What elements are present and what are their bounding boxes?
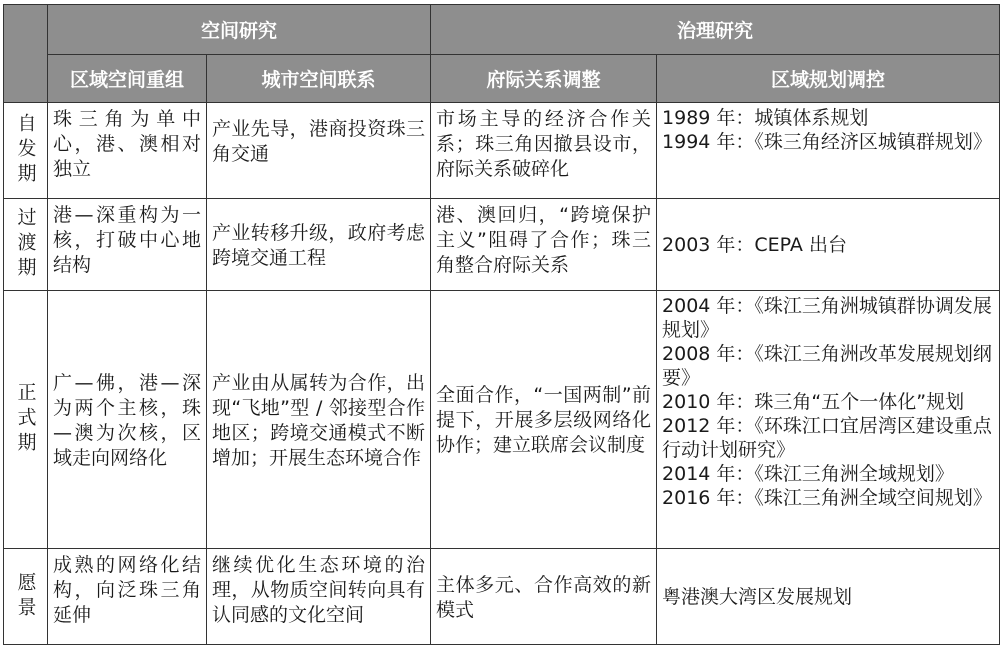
table-row — [4, 199, 1000, 291]
plan-entry: 2016 年：《珠江三角洲全域空间规划》 — [662, 487, 992, 509]
cell-intergovernmental-relations: 港、澳回归，“跨境保护主义”阻碍了合作；珠三角整合府际关系 — [431, 199, 657, 291]
table-row — [4, 103, 1000, 199]
group-header-governance: 治理研究 — [431, 5, 1000, 55]
plan-entry: 1989 年：城镇体系规划 — [662, 107, 869, 129]
plan-entry: 粤港澳大湾区发展规划 — [662, 586, 853, 608]
plan-entry: 2004 年：《珠江三角洲城镇群协调发展规划》 — [662, 295, 992, 341]
plan-entry: 1994 年：《珠三角经济区城镇群规划》 — [662, 131, 992, 153]
stage-label: 正式期 — [4, 291, 48, 549]
plan-entry: 2008 年：《珠江三角洲改革发展规划纲要》 — [662, 343, 992, 389]
cell-regional-planning — [657, 199, 1000, 291]
group-header-spatial: 空间研究 — [48, 5, 431, 55]
cell-regional-planning — [657, 549, 1000, 645]
stage-label: 过渡期 — [4, 199, 48, 291]
column-header-intergovernmental-relations: 府际关系调整 — [431, 55, 657, 103]
cell-regional-restructuring: 成熟的网络化结构，向泛珠三角延伸 — [48, 549, 207, 645]
cell-intergovernmental-relations: 全面合作，“一国两制”前提下，开展多层级网络化协作；建立联席会议制度 — [431, 291, 657, 549]
cell-regional-planning — [657, 291, 1000, 549]
table-row — [4, 291, 1000, 549]
plan-entry: 2010 年：珠三角“五个一体化”规划 — [662, 391, 965, 413]
stage-label: 愿景 — [4, 549, 48, 645]
stage-label: 自发期 — [4, 103, 48, 199]
cell-regional-planning — [657, 103, 1000, 199]
cell-urban-linkage: 继续优化生态环境的治理，从物质空间转向具有认同感的文化空间 — [207, 549, 431, 645]
cell-regional-restructuring: 港—深重构为一核，打破中心地结构 — [48, 199, 207, 291]
cell-intergovernmental-relations: 主体多元、合作高效的新模式 — [431, 549, 657, 645]
cell-urban-linkage: 产业先导，港商投资珠三角交通 — [207, 103, 431, 199]
plan-entry: 2012 年：《环珠江口宜居湾区建设重点行动计划研究》 — [662, 415, 992, 461]
corner-cell — [4, 5, 48, 103]
cell-intergovernmental-relations: 市场主导的经济合作关系；珠三角因撤县设市，府际关系破碎化 — [431, 103, 657, 199]
table-row — [4, 549, 1000, 645]
plan-entry: 2014 年：《珠江三角洲全域规划》 — [662, 463, 954, 485]
cell-urban-linkage: 产业转移升级，政府考虑跨境交通工程 — [207, 199, 431, 291]
research-table — [3, 4, 1000, 645]
cell-regional-restructuring: 广—佛，港—深为两个主核，珠—澳为次核，区域走向网络化 — [48, 291, 207, 549]
cell-urban-linkage: 产业由从属转为合作，出现“飞地”型 / 邻接型合作地区；跨境交通模式不断增加；开展生态环境合作 — [207, 291, 431, 549]
plan-entry: 2003 年：CEPA 出台 — [662, 234, 847, 256]
column-header-urban-linkage: 城市空间联系 — [207, 55, 431, 103]
column-header-regional-restructuring: 区域空间重组 — [48, 55, 207, 103]
cell-regional-restructuring: 珠三角为单中心，港、澳相对独立 — [48, 103, 207, 199]
column-header-regional-planning: 区域规划调控 — [657, 55, 1000, 103]
